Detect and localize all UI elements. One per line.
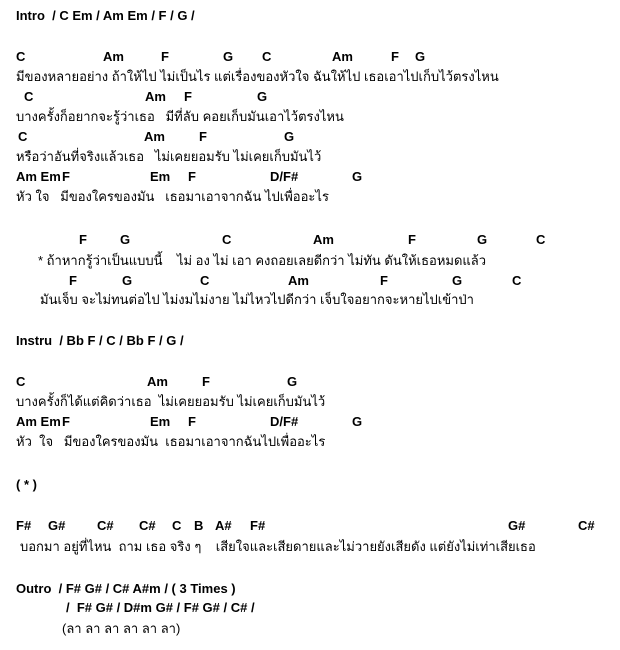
chord: C# (139, 518, 156, 533)
chord: G (284, 129, 295, 144)
chord: F (69, 273, 77, 288)
chord: Am (147, 374, 168, 389)
chord: F (184, 89, 192, 104)
chord: C (536, 232, 546, 247)
lyric-line: มันเจ็บ จะไม่ทนต่อไป ไม่งมไม่งาย ไม่ไหวไปดีกว่า เจ็บใจอยากจะหายไปเข้าป่า (40, 292, 474, 307)
chord: Am (103, 49, 124, 64)
chord: F (62, 414, 70, 429)
outro-line: / F# G# / D#m G# / F# G# / C# / (66, 600, 255, 615)
chord: G (415, 49, 426, 64)
chord: C (512, 273, 522, 288)
chord: G (120, 232, 131, 247)
lyric-line: หัว ใจ มีของใครของมัน เธอมาเอาจากฉันไปเพื่ออะไร (16, 434, 326, 449)
chord: F# (16, 518, 32, 533)
chord: G (287, 374, 298, 389)
chord: D/F# (270, 414, 299, 429)
lyric-line: บอกมา อยู่ที่ไหน ถาม เธอ จริง ๆ เสียใจและเสียดายและไม่วายยังเสียดัง แต่ยังไม่เท่าเสียเธอ (20, 539, 536, 554)
chord: G (257, 89, 268, 104)
chord: F (62, 169, 70, 184)
lyric-line: บางครั้งก็ได้แต่คิดว่าเธอ ไม่เคยยอมรับ ไม่เคยเก็บมันไว้ (16, 394, 326, 409)
chord: G (477, 232, 488, 247)
chord: C (172, 518, 182, 533)
outro-lyric: (ลา ลา ลา ลา ลา ลา) (62, 621, 181, 636)
chord: G (452, 273, 463, 288)
chord: C (200, 273, 210, 288)
chord: G (122, 273, 133, 288)
chord: F (391, 49, 399, 64)
chord: Am (332, 49, 353, 64)
chord: G (352, 414, 363, 429)
chord: C (16, 374, 26, 389)
lyric-line: มีของหลายอย่าง ถ้าให้ไป ไม่เป็นไร แต่เรื่องของหัวใจ ฉันให้ไป เธอเอาไปเก็บไว้ตรงไหน (16, 69, 499, 84)
chord: F (380, 273, 388, 288)
chord: Am Em (16, 414, 61, 429)
chord: F (188, 414, 196, 429)
chord: F (161, 49, 169, 64)
chord: Am (144, 129, 165, 144)
chord: C# (97, 518, 114, 533)
chord: F (79, 232, 87, 247)
chord: F (408, 232, 416, 247)
chord: C (16, 49, 26, 64)
chord: G# (48, 518, 66, 533)
chord: Am (288, 273, 309, 288)
chord: B (194, 518, 204, 533)
chord: G (223, 49, 234, 64)
chord: Am Em (16, 169, 61, 184)
chord: F# (250, 518, 266, 533)
chord: F (202, 374, 210, 389)
chord: C# (578, 518, 595, 533)
chord: Am (313, 232, 334, 247)
lyric-line: บางครั้งก็อยากจะรู้ว่าเธอ มีที่ลับ คอยเก็บมันเอาไว้ตรงไหน (16, 109, 344, 124)
chord: Em (150, 414, 171, 429)
chord: A# (215, 518, 232, 533)
chord: Am (145, 89, 166, 104)
instru-line: Instru / Bb F / C / Bb F / G / (16, 333, 184, 348)
lyric-line: * ถ้าหากรู้ว่าเป็นแบบนี้ ไม่ อง ไม่ เอา คงถอยเลยดีกว่า ไม่ทัน ดันให้เธอหมดแล้ว (38, 253, 487, 268)
lyric-line: หรือว่าอันที่จริงแล้วเธอ ไม่เคยยอมรับ ไม่เคยเก็บมันไว้ (16, 149, 322, 164)
chord: C (18, 129, 28, 144)
chord: F (199, 129, 207, 144)
chord: F (188, 169, 196, 184)
chord: C (262, 49, 272, 64)
chord: Em (150, 169, 171, 184)
chord: C (24, 89, 34, 104)
chorus-repeat-marker: ( * ) (16, 477, 37, 492)
chord: G (352, 169, 363, 184)
chord: C (222, 232, 232, 247)
chord: D/F# (270, 169, 299, 184)
outro-line: Outro / F# G# / C# A#m / ( 3 Times ) (16, 581, 236, 596)
chord: G# (508, 518, 526, 533)
lyric-line: หัว ใจ มีของใครของมัน เธอมาเอาจากฉัน ไปเพื่ออะไร (16, 189, 329, 204)
intro-line: Intro / C Em / Am Em / F / G / (16, 8, 195, 23)
